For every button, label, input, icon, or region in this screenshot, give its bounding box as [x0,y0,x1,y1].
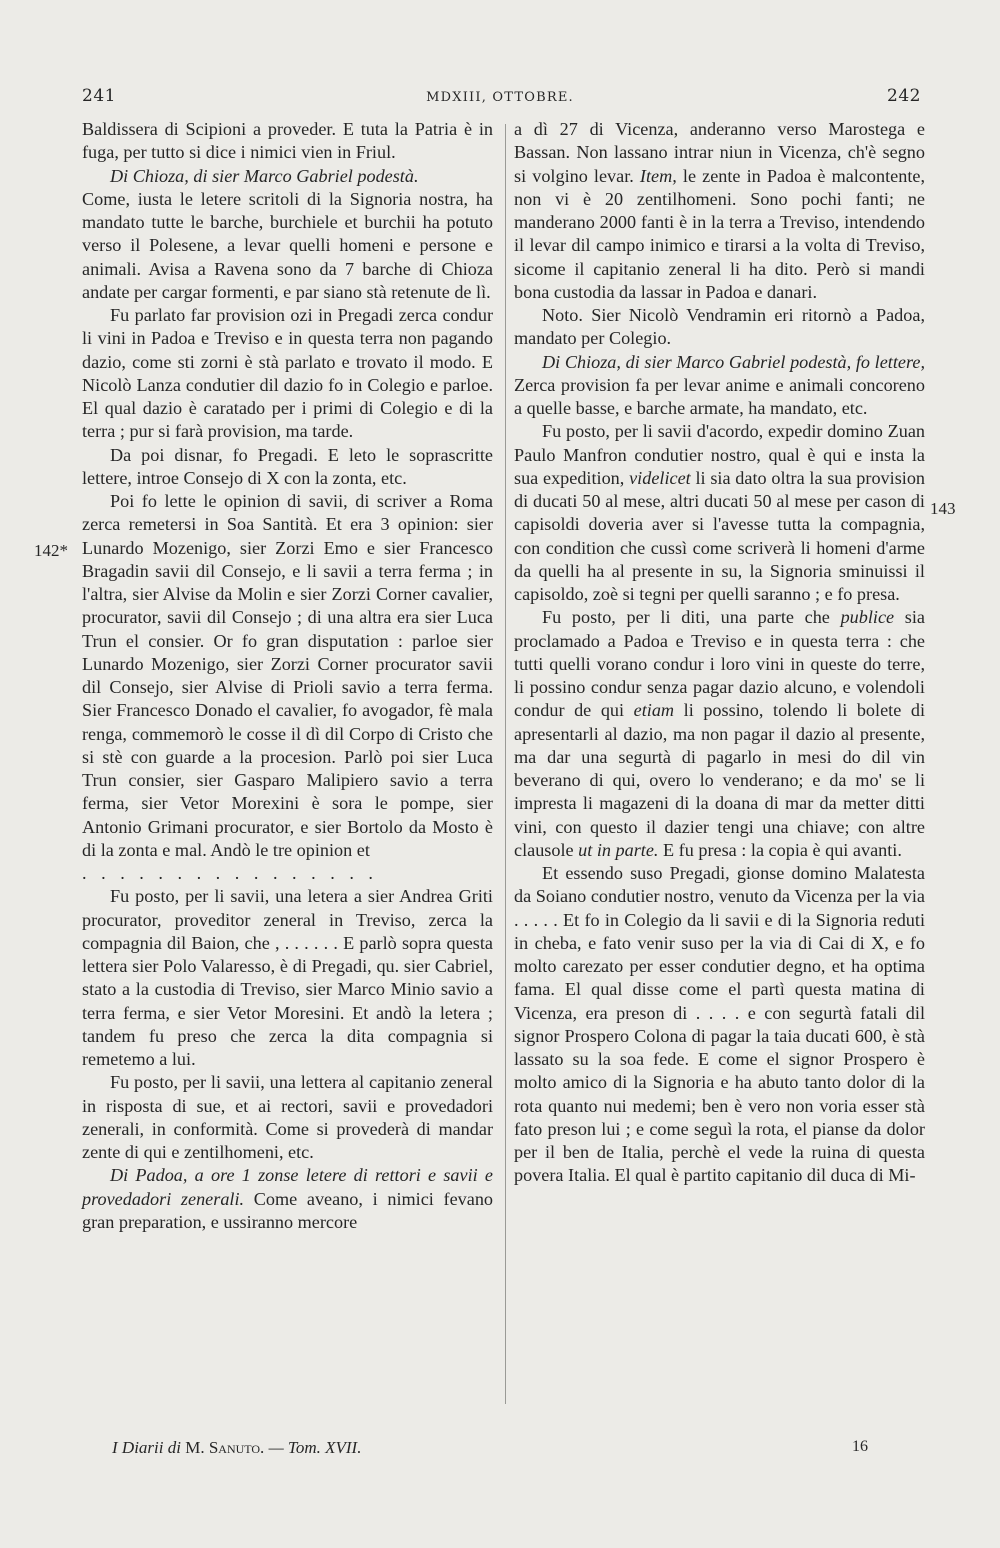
footer-volume: — Tom. XVII. [268,1438,362,1457]
text-run: Fu posto, per li diti, una parte che [542,607,830,628]
signature-mark: 16 [852,1438,868,1455]
italic-run: etiam [633,700,675,721]
heading-text: Di Chioza, di sier Marco Gabriel podestà. [110,165,419,186]
running-title: MDXIII, OTTOBRE. [426,90,574,105]
paragraph-text: Come aveano, i nimici fevano gran preparation, e ussiranno mercore [82,1188,494,1232]
margin-note-left: 142* [34,541,68,560]
paragraph [514,118,925,304]
left-column [82,118,493,1234]
ellipsis-line: . . . . . . . . . . . . . . . . [82,863,378,883]
paragraph [514,420,925,606]
page-number-left: 241 [82,86,116,106]
text-run: a dì 27 di Vicenza, anderanno verso Marostega e Bassan. Non lassano intrar niun in Vicenza, ch'è segno si volgino levar. [514,119,925,186]
text-run: li sia dato oltra la sua provision di ducati 50 al mese, altri ducati 50 al mese per cason di capisoldi doveria aver si l'avesse tutta la compagnia, con condition che cussì come scriverà li homeni d'arme da quelli ha al presente in su, la Signoria sminuissi il capisoldo, zoè si tegni per quelli saranno ; e fo presa. [514,467,926,604]
margin-note-right: 143 [930,499,956,518]
text-run: Fu posto, per li savii d'acordo, expedir domino Zuan Paulo Manfron condutier nostro, qual è qui e insta la sua expedition, [514,421,925,488]
footer-author: M. Sanuto. [185,1438,265,1457]
footer-citation [112,1438,361,1458]
text-run: li possino, tolendo li bolete di apresentarli al dazio, ma non pagar il dazio al presente, ma dar una segurtà di pagarlo in mesi do dil vin beverano di qui, overo lo venderano; e da mo' se li impresta li magazeni di la doana di mar da metter ditti vini, con questo il dazier tengi una chiave; con altre clausole [514,700,925,860]
paragraph [82,1164,493,1234]
paragraph: Noto. Sier Nicolò Vendramin eri ritornò a Padoa, mandato per Colegio. [514,305,925,349]
paragraph: Da poi disnar, fo Pregadi. E leto le soprascritte lettere, introe Consejo di X con la zonta, etc. [82,444,493,488]
column-divider [505,124,506,1404]
text-run: Zerca provision fa per levar anime e animali concoreno a quelle basse, e barche armate, ha mandato, etc. [514,374,925,418]
page-number-right: 242 [887,86,921,106]
italic-run: publice [840,607,895,628]
paragraph: Poi fo lette le opinion di savii, di scriver a Roma zerca remetersi in Soa Santità. Et era 3 opinion: sier Lunardo Mozenigo, sier Zorzi Emo e sier Francesco Bragadin savii dil Consejo, e li savii a terra ferma ; in l'altra, sier Alvise da Molin e sier Zorzi Corner cavalier, procurator, savii dil Consejo ; di una altra era sier Luca Trun el consier. Or fo gran disputation : parloe sier Lunardo Mozenigo, sier Zorzi Corner procurator savii dil Consejo, sier Alvise di Prioli savio a terra ferma. Sier Francesco Donado el cavalier, fo avogador, fè mala renga, commemorò le cosse il dì dil Corpo di Cristo che si stè con guarde a la procesion. Parlò poi sier Luca Trun consier, sier Gasparo Malipiero savio a terra ferma, sier Vetor Morexini è sora le pompe, sier Antonio Grimani procurator, e sier Bortolo da Mosto è di la zonta e mal. Andò le tre opinion et [82,491,493,860]
paragraph: Fu parlato far provision ozi in Pregadi zerca condur li vini in Padoa e Treviso e in questa terra non pagando dazio, come sti zorni è stà parlato e trovato il modo. E Nicolò Lanza condutier dil dazio fo in Colegio e parloe. El qual dazio è caratado per i primi di Colegio e di la terra ; pur si farà provision, ma tarde. [82,305,493,442]
paragraph: Fu posto, per li savii, una letera a sier Andrea Griti procurator, proveditor zeneral in Treviso, zerca la compagnia dil Baion, che , . . . . . . E parlò sopra questa lettera sier Polo Valaresso, è di Pregadi, qu. sier Cabriel, stato a la custodia di Treviso, sier Marco Minio savio a terra ferma, e sier Vetor Moresini. Et andò la letera ; tandem fu preso che zerca la dita compagnia si remetemo a lui. [82,886,493,1069]
text-run: E fu presa : la copia è qui avanti. [663,839,902,860]
paragraph: Et essendo suso Pregadi, gionse domino Malatesta da Soiano condutier nostro, venuto da Vicenza per la via . . . . . Et fo in Colegio da li savii e di la Signoria reduti in cheba, e fato venir suso per la via di Cai di X, e fo molto carezato per esser condutier degno, et ha optima fama. El qual disse come el partì questa matina di Vicenza, era preson di . . . . e con segurtà fatali dil signor Prospero Colona di pagar la taia ducati 600, è stà lassato su la soa fede. E come el signor Prospero è molto amico di la Signoria e ha abuto tanto dolor di la rota quanto nui medemi; ben è vero non voria esser stà fato preson lui ; e come seguì la rota, el pianse da dolor per il ben de Italia, perchè el vede la ruina di questa povera Italia. El qual è partito capitanio dil duca di Mi- [514,863,925,1186]
paragraph [514,351,925,421]
italic-run: ut in parte. [578,839,659,860]
text-run: le zente in Padoa è malcontente, non vi è 20 zentilhomeni. Sono pochi fanti; ne manderano 2000 fanti è in la terra a Treviso, intendendo il levar dil campo inimico e tirarsi a la volta di Treviso, sicome il capitanio zeneral li ha dito. Però si mandi bona custodia da lassar in Padoa e danari. [514,165,925,302]
heading-text: Di Chioza, di sier Marco Gabriel podestà, fo lettere, [542,351,925,372]
italic-run: videlicet [629,467,691,488]
text-run: sia proclamado a Padoa e Treviso e in questa terra : che tutti quelli vorano condur i loro vini in queste do terre, li possino condur senza pagar dazio alcuno, e volendoli condur de qui [514,607,926,721]
paragraph: Come, iusta le letere scritoli di la Signoria nostra, ha mandato tutte le barche, burchiele et burchii ha potuto verso il Polesene, a levar quelli homeni e persone e animali. Avisa a Ravena sono da 7 barche di Chioza andate per cargar formenti, e par siano stà retenute de lì. [82,188,493,302]
footer-title: I Diarii di [112,1438,181,1457]
paragraph: Baldissera di Scipioni a proveder. E tuta la Patria è in fuga, per tutto si dice i nimici vien in Friul. [82,119,493,163]
italic-run: Item, [639,165,677,186]
paragraph [514,606,925,862]
heading-text: Di Padoa, a ore 1 zonse letere di rettori e savii e provedadori zenerali. [82,1165,493,1209]
right-column [514,118,925,1188]
paragraph-heading [82,165,493,188]
paragraph: Fu posto, per li savii, una lettera al capitanio zeneral in risposta di sue, et ai rectori, savii e provedadori zenerali, in conformità. Come si provederà di mandar zente di qui e zentilhomeni, etc. [82,1072,493,1162]
